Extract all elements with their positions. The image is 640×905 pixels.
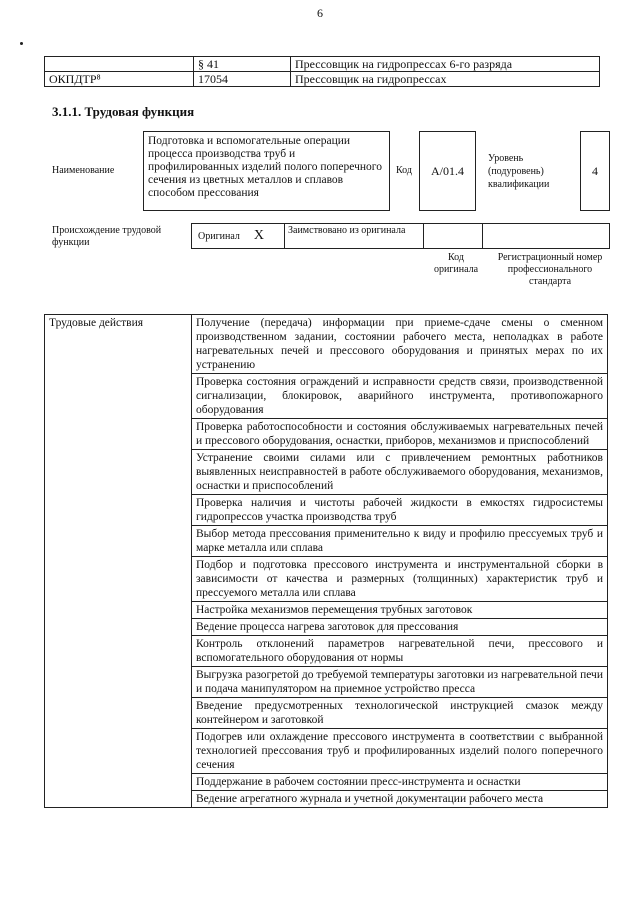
table-cell: 17054	[194, 72, 291, 87]
action-item: Проверка работоспособности и состояния обслуживаемых нагревательных печей и прессового оборудования, оснастки, приборов, механизмов и приспособлений	[192, 419, 608, 450]
action-item: Подбор и подготовка прессового инструмента и инструментальной сборки в зависимости от качества и размерных (толщинных) характеристик труб и прессуемого металла или сплава	[192, 557, 608, 602]
action-item: Ведение процесса нагрева заготовок для прессования	[192, 619, 608, 636]
original-mark: X	[253, 228, 265, 243]
actions-table	[44, 314, 608, 808]
actions-header: Трудовые действия	[45, 315, 192, 808]
original-cell	[191, 223, 285, 249]
reg-caption: Регистрационный номер профессионального стандарта	[497, 252, 603, 287]
origin-row	[191, 223, 610, 249]
function-name: Подготовка и вспомогательные операции процесса производства труб и профилированных изделий полого поперечного сечения из цветных металлов и сплавов способом прессования	[143, 131, 390, 211]
qualification-table	[44, 56, 600, 87]
qualification-level: 4	[580, 131, 610, 211]
action-item: Подогрев или охлаждение прессового инструмента в соответствии с выбранной технологией прессования труб и профилированных изделий полого поперечного сечения	[192, 729, 608, 774]
original-code-cell	[423, 223, 483, 249]
reg-number-cell	[482, 223, 610, 249]
original-label: Оригинал	[198, 230, 240, 242]
action-item: Контроль отклонений параметров нагревательной печи, прессового и вспомогательного оборудования от нормы	[192, 636, 608, 667]
table-cell: § 41	[194, 57, 291, 72]
table-row	[45, 57, 600, 72]
name-label: Наименование	[52, 165, 115, 176]
table-cell: ОКПДТР⁸	[45, 72, 194, 87]
table-cell	[45, 57, 194, 72]
code-caption: Код оригинала	[433, 252, 479, 275]
table-cell: Прессовщик на гидропрессах 6-го разряда	[291, 57, 600, 72]
code-label: Код	[396, 165, 412, 176]
action-item: Поддержание в рабочем состоянии пресс-инструмента и оснастки	[192, 774, 608, 791]
scan-dot	[20, 42, 23, 45]
action-item: Устранение своими силами или с привлечением ремонтных работников выявленных неисправностей в работе обслуживаемого оборудования, механизмов, оснастки и приспособлений	[192, 450, 608, 495]
level-label: Уровень (подуровень) квалификации	[488, 153, 550, 190]
action-item: Проверка наличия и чистоты рабочей жидкости в емкостях гидросистемы гидропрессов участка производства труб	[192, 495, 608, 526]
action-item: Проверка состояния ограждений и исправности средств связи, производственной сигнализации, блокировок, аварийного инструмента, противопожарного оборудования	[192, 374, 608, 419]
function-code: А/01.4	[419, 131, 476, 211]
table-row	[45, 72, 600, 87]
table-cell: Прессовщик на гидропрессах	[291, 72, 600, 87]
origin-label: Происхождение трудовой функции	[52, 225, 162, 248]
table-row	[45, 315, 608, 374]
section-title: 3.1.1. Трудовая функция	[52, 104, 195, 119]
action-item: Выбор метода прессования применительно к виду и профилю прессуемых труб и марке металла или сплава	[192, 526, 608, 557]
action-item: Получение (передача) информации при приеме-сдаче смены о сменном производственном задании, состоянии рабочего места, неполадках в работе нагревательных печей и прессового оборудования и принятых мерах по их устранению	[192, 315, 608, 374]
action-item: Настройка механизмов перемещения трубных заготовок	[192, 602, 608, 619]
borrowed-cell: Заимствовано из оригинала	[284, 223, 424, 249]
action-item: Ведение агрегатного журнала и учетной документации рабочего места	[192, 791, 608, 808]
action-item: Введение предусмотренных технологической инструкцией смазок между контейнером и заготовкой	[192, 698, 608, 729]
action-item: Выгрузка разогретой до требуемой температуры заготовки из нагревательной печи и подача манипулятором на приемное устройство пресса	[192, 667, 608, 698]
page-number: 6	[317, 6, 323, 20]
